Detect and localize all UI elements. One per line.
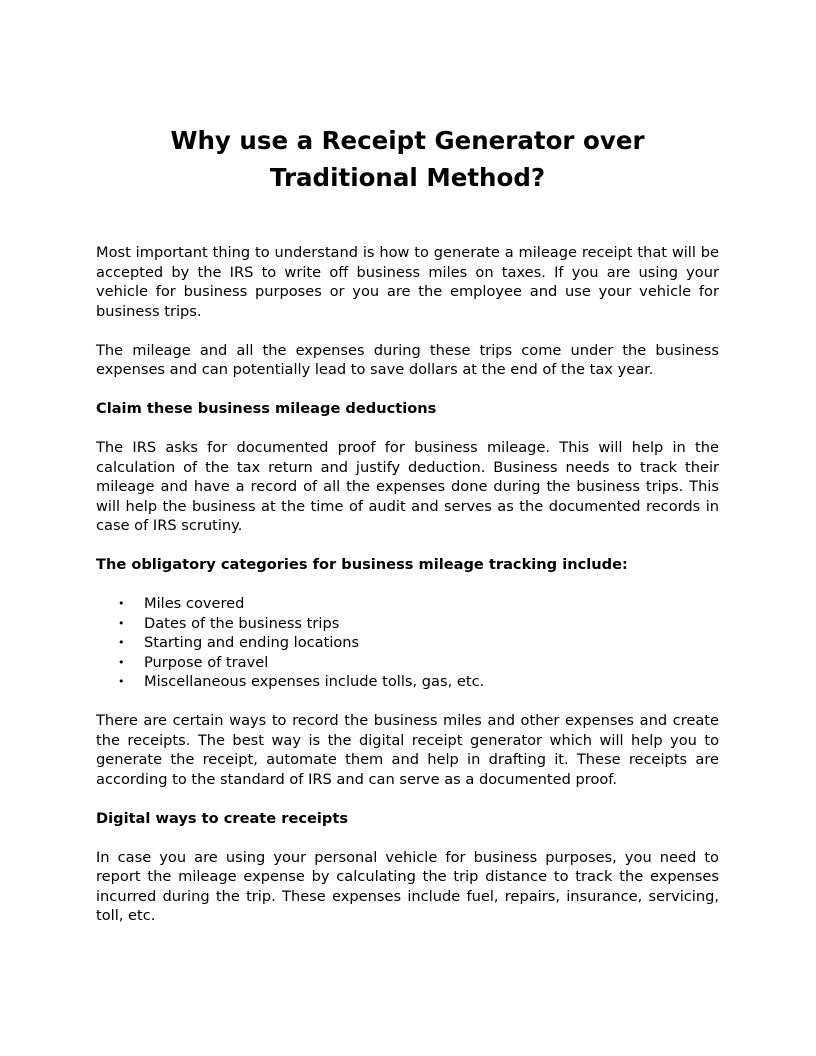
categories-list	[96, 594, 719, 692]
intro-paragraph: Most important thing to understand is how to generate a mileage receipt that will be accepted by the IRS to write off business miles on taxes. If you are using your vehicle for business purposes or you are the employee and use your vehicle for business trips.	[96, 244, 719, 320]
title-line-2: Traditional Method?	[269, 163, 546, 192]
ways-paragraph: There are certain ways to record the business miles and other expenses and create the receipts. The best way is the digital receipt generator which will help you to generate the receipt, automate them and help in drafting it. These receipts are according to the standard of IRS and can serve as a documented proof.	[96, 712, 719, 788]
irs-proof-paragraph: The IRS asks for documented proof for business mileage. This will help in the calculation of the tax return and justify deduction. Business needs to track their mileage and have a record of all the expenses done during the business trips. This will help the business at the time of audit and serves as the documented records in case of IRS scrutiny.	[96, 439, 719, 534]
document-body	[96, 243, 719, 945]
claim-heading: Claim these business mileage deductions	[96, 400, 437, 417]
page-title	[96, 122, 719, 196]
categories-heading: The obligatory categories for business mileage tracking include:	[96, 556, 628, 573]
bullet-icon: •	[118, 616, 125, 630]
bullet-icon: •	[118, 597, 125, 610]
personal-vehicle-paragraph: In case you are using your personal vehicle for business purposes, you need to report the mileage expense by calculating the trip distance to track the expenses incurred during the trip. These expenses include fuel, repairs, insurance, servicing, toll, etc.	[96, 848, 719, 924]
bullet-icon: •	[118, 636, 125, 649]
list-item: • Miscellaneous expenses include tolls, gas, etc.	[118, 673, 485, 690]
bullet-icon: •	[118, 655, 125, 669]
digital-heading: Digital ways to create receipts	[96, 809, 349, 827]
mileage-paragraph: The mileage and all the expenses during these trips come under the business expenses and can potentially lead to save dollars at the end of the tax year.	[96, 341, 719, 378]
list-item: • Dates of the business trips	[118, 614, 340, 632]
title-line-1: Why use a Receipt Generator over	[170, 126, 645, 155]
list-item: • Starting and ending locations	[118, 634, 360, 651]
list-item: • Miles covered	[118, 595, 245, 612]
bullet-icon: •	[118, 675, 125, 688]
list-item: • Purpose of travel	[118, 653, 269, 671]
